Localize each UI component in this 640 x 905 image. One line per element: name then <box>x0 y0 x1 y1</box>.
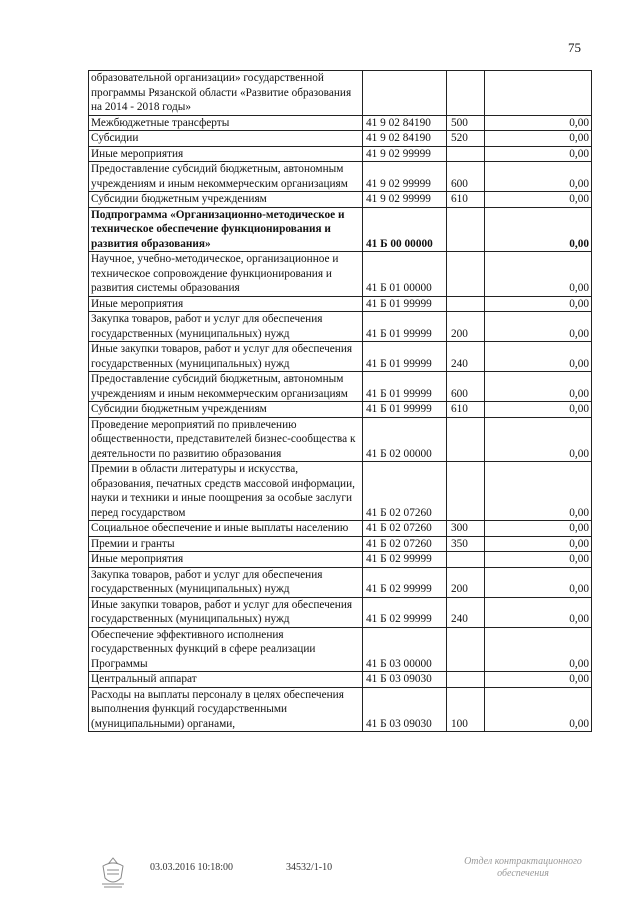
table-row <box>89 131 592 147</box>
row-sum: 0,00 <box>485 146 592 162</box>
row-vr <box>447 462 485 521</box>
row-sum: 0,00 <box>485 462 592 521</box>
row-code: 41 Б 01 99999 <box>363 402 447 418</box>
row-sum <box>485 71 592 116</box>
table-row <box>89 296 592 312</box>
row-sum: 0,00 <box>485 192 592 208</box>
row-name: Межбюджетные трансферты <box>89 115 363 131</box>
row-name: Расходы на выплаты персоналу в целях обеспечения выполнения функций государственными (муниципальными) органами, <box>89 687 363 732</box>
row-vr <box>447 627 485 672</box>
row-vr: 600 <box>447 372 485 402</box>
row-code: 41 Б 01 99999 <box>363 372 447 402</box>
row-name: образовательной организации» государственной программы Рязанской области «Развитие образования на 2014 - 2018 годы» <box>89 71 363 116</box>
row-code: 41 Б 02 00000 <box>363 417 447 462</box>
row-vr <box>447 417 485 462</box>
row-vr <box>447 252 485 297</box>
row-name: Закупка товаров, работ и услуг для обеспечения государственных (муниципальных) нужд <box>89 567 363 597</box>
row-code: 41 Б 01 99999 <box>363 296 447 312</box>
row-code: 41 Б 02 07260 <box>363 521 447 537</box>
row-code: 41 9 02 99999 <box>363 162 447 192</box>
row-sum: 0,00 <box>485 552 592 568</box>
row-vr: 520 <box>447 131 485 147</box>
table-row <box>89 597 592 627</box>
table-row <box>89 402 592 418</box>
row-name: Иные мероприятия <box>89 552 363 568</box>
row-code: 41 Б 03 09030 <box>363 687 447 732</box>
row-vr <box>447 672 485 688</box>
row-name: Иные закупки товаров, работ и услуг для обеспечения государственных (муниципальных) нужд <box>89 342 363 372</box>
row-name: Предоставление субсидий бюджетным, автономным учреждениям и иным некоммерческим организациям <box>89 372 363 402</box>
row-vr <box>447 71 485 116</box>
row-name: Социальное обеспечение и иные выплаты населению <box>89 521 363 537</box>
row-vr: 240 <box>447 342 485 372</box>
emblem-logo <box>98 856 128 890</box>
row-sum: 0,00 <box>485 207 592 252</box>
table-row <box>89 115 592 131</box>
row-sum: 0,00 <box>485 672 592 688</box>
row-code: 41 Б 03 00000 <box>363 627 447 672</box>
row-name: Субсидии <box>89 131 363 147</box>
row-vr: 610 <box>447 192 485 208</box>
row-code: 41 Б 02 07260 <box>363 462 447 521</box>
table-row <box>89 687 592 732</box>
row-code: 41 Б 00 00000 <box>363 207 447 252</box>
row-code: 41 9 02 99999 <box>363 146 447 162</box>
row-sum: 0,00 <box>485 296 592 312</box>
row-vr: 200 <box>447 567 485 597</box>
row-sum: 0,00 <box>485 115 592 131</box>
row-sum: 0,00 <box>485 252 592 297</box>
row-name: Обеспечение эффективного исполнения государственных функций в сфере реализации Программы <box>89 627 363 672</box>
row-sum: 0,00 <box>485 597 592 627</box>
row-vr: 300 <box>447 521 485 537</box>
table-row <box>89 536 592 552</box>
row-name: Субсидии бюджетным учреждениям <box>89 192 363 208</box>
row-code: 41 Б 01 00000 <box>363 252 447 297</box>
row-vr <box>447 296 485 312</box>
table-row <box>89 521 592 537</box>
row-vr <box>447 552 485 568</box>
table-row <box>89 312 592 342</box>
table-row <box>89 372 592 402</box>
row-vr <box>447 207 485 252</box>
table-row <box>89 672 592 688</box>
row-code: 41 Б 03 09030 <box>363 672 447 688</box>
row-name: Предоставление субсидий бюджетным, автономным учреждениям и иным некоммерческим организациям <box>89 162 363 192</box>
row-name: Премии и гранты <box>89 536 363 552</box>
row-vr: 200 <box>447 312 485 342</box>
row-vr: 350 <box>447 536 485 552</box>
table-row <box>89 462 592 521</box>
footer-doc-number: 34532/1-10 <box>286 862 333 873</box>
row-name: Премии в области литературы и искусства, образования, печатных средств массовой информации, науки и техники и иные поощрения за особые заслуги перед государством <box>89 462 363 521</box>
row-code: 41 Б 02 99999 <box>363 597 447 627</box>
row-sum: 0,00 <box>485 567 592 597</box>
row-vr: 240 <box>447 597 485 627</box>
row-name: Иные закупки товаров, работ и услуг для обеспечения государственных (муниципальных) нужд <box>89 597 363 627</box>
row-vr: 100 <box>447 687 485 732</box>
footer-date: 03.03.2016 10:18:00 <box>150 862 234 873</box>
row-name: Субсидии бюджетным учреждениям <box>89 402 363 418</box>
table-row <box>89 252 592 297</box>
row-name: Научное, учебно-методическое, организационное и техническое сопровождение функционирования и развития системы образования <box>89 252 363 297</box>
table-row <box>89 207 592 252</box>
budget-table <box>88 70 592 732</box>
row-sum: 0,00 <box>485 627 592 672</box>
row-code <box>363 71 447 116</box>
row-sum: 0,00 <box>485 687 592 732</box>
page-number: 75 <box>568 40 581 55</box>
row-sum: 0,00 <box>485 131 592 147</box>
row-vr: 500 <box>447 115 485 131</box>
row-code: 41 Б 02 99999 <box>363 567 447 597</box>
budget-table-body <box>89 71 592 732</box>
row-code: 41 Б 02 07260 <box>363 536 447 552</box>
row-sum: 0,00 <box>485 402 592 418</box>
table-row <box>89 162 592 192</box>
row-code: 41 Б 01 99999 <box>363 342 447 372</box>
row-sum: 0,00 <box>485 521 592 537</box>
table-row <box>89 342 592 372</box>
row-code: 41 Б 02 99999 <box>363 552 447 568</box>
row-sum: 0,00 <box>485 536 592 552</box>
row-name: Проведение мероприятий по привлечению общественности, представителей бизнес-сообщества к деятельности по развитию образования <box>89 417 363 462</box>
table-row <box>89 71 592 116</box>
row-sum: 0,00 <box>485 162 592 192</box>
row-code: 41 9 02 99999 <box>363 192 447 208</box>
row-name: Иные мероприятия <box>89 146 363 162</box>
row-vr <box>447 146 485 162</box>
table-row <box>89 192 592 208</box>
row-sum: 0,00 <box>485 372 592 402</box>
table-row <box>89 146 592 162</box>
row-name: Иные мероприятия <box>89 296 363 312</box>
row-vr: 610 <box>447 402 485 418</box>
row-sum: 0,00 <box>485 342 592 372</box>
row-sum: 0,00 <box>485 312 592 342</box>
row-sum: 0,00 <box>485 417 592 462</box>
row-name: Закупка товаров, работ и услуг для обеспечения государственных (муниципальных) нужд <box>89 312 363 342</box>
table-row <box>89 417 592 462</box>
footer-stamp: Отдел контрактационного обеспечения <box>464 856 582 879</box>
table-row <box>89 567 592 597</box>
row-code: 41 Б 01 99999 <box>363 312 447 342</box>
row-name: Подпрограмма «Организационно-методическое и техническое обеспечение функционирования и развития образования» <box>89 207 363 252</box>
row-name: Центральный аппарат <box>89 672 363 688</box>
table-row <box>89 552 592 568</box>
row-code: 41 9 02 84190 <box>363 131 447 147</box>
table-row <box>89 627 592 672</box>
row-code: 41 9 02 84190 <box>363 115 447 131</box>
row-vr: 600 <box>447 162 485 192</box>
